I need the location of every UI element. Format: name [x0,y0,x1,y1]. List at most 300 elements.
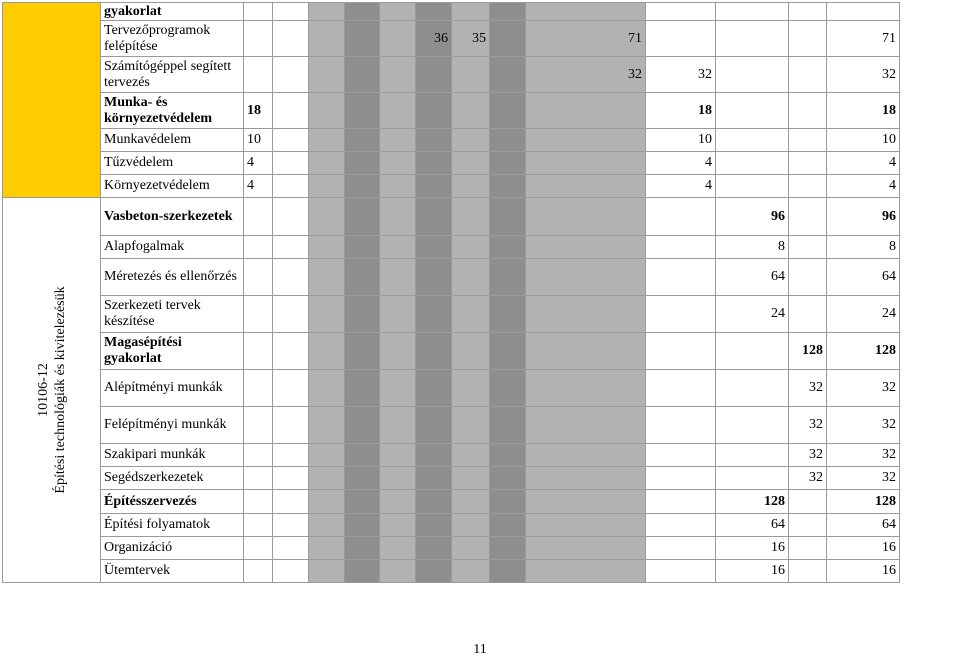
value-cell [526,93,646,129]
value-cell: 4 [827,152,900,175]
value-cell: 10 [646,129,716,152]
value-cell [716,467,789,490]
value-cell [380,259,416,296]
value-cell [273,57,309,93]
value-cell [244,444,273,467]
value-cell [309,296,345,333]
value-cell: 64 [827,514,900,537]
value-cell [273,537,309,560]
value-cell: 4 [646,175,716,198]
value-cell [416,490,452,514]
value-cell [380,537,416,560]
value-cell [646,370,716,407]
value-cell [416,259,452,296]
value-cell: 18 [827,93,900,129]
value-cell [309,129,345,152]
value-cell [526,333,646,370]
value-cell [309,198,345,236]
value-cell [309,175,345,198]
value-cell: 36 [416,21,452,57]
value-cell [452,370,490,407]
value-cell [716,21,789,57]
value-cell [789,57,827,93]
value-cell [526,296,646,333]
value-cell [452,467,490,490]
value-cell [273,21,309,57]
table-row [3,514,900,537]
row-name: Építésszervezés [101,490,244,514]
value-cell [244,57,273,93]
value-cell [716,407,789,444]
value-cell [345,57,380,93]
value-cell [273,152,309,175]
row-name: Számítógéppel segített tervezés [101,57,244,93]
value-cell [526,444,646,467]
value-cell: 18 [646,93,716,129]
value-cell [789,152,827,175]
row-name: Tervezőprogramok felépítése [101,21,244,57]
value-cell [490,3,526,21]
value-cell [452,3,490,21]
table-row [3,560,900,583]
value-cell [716,444,789,467]
value-cell [646,407,716,444]
row-name: Munka- és környezetvédelem [101,93,244,129]
value-cell [416,407,452,444]
value-cell [490,236,526,259]
value-cell [273,259,309,296]
value-cell [345,236,380,259]
value-cell [452,560,490,583]
value-cell [526,560,646,583]
value-cell: 32 [789,444,827,467]
table-row [3,537,900,560]
value-cell: 128 [789,333,827,370]
value-cell [646,296,716,333]
value-cell [416,514,452,537]
value-cell [452,236,490,259]
value-cell [380,93,416,129]
value-cell [244,333,273,370]
value-cell [309,444,345,467]
table-row [3,3,900,21]
value-cell [789,537,827,560]
value-cell [716,370,789,407]
value-cell: 96 [716,198,789,236]
value-cell [526,490,646,514]
value-cell [490,129,526,152]
value-cell [273,407,309,444]
value-cell [526,175,646,198]
value-cell [789,560,827,583]
row-name: Alapfogalmak [101,236,244,259]
value-cell [490,259,526,296]
value-cell: 16 [716,560,789,583]
value-cell [490,467,526,490]
value-cell [490,407,526,444]
value-cell [244,236,273,259]
value-cell [273,175,309,198]
value-cell: 16 [827,560,900,583]
value-cell [345,370,380,407]
value-cell [380,152,416,175]
table-row [3,129,900,152]
value-cell [309,407,345,444]
value-cell [345,407,380,444]
value-cell [789,490,827,514]
row-name: Organizáció [101,537,244,560]
table-row [3,57,900,93]
row-name: Ütemtervek [101,560,244,583]
row-name: Magasépítési gyakorlat [101,333,244,370]
value-cell: 32 [789,407,827,444]
row-name: Szerkezeti tervek készítése [101,296,244,333]
value-cell [646,514,716,537]
row-name: Építési folyamatok [101,514,244,537]
value-cell [345,93,380,129]
value-cell [789,21,827,57]
value-cell [526,198,646,236]
value-cell: 24 [716,296,789,333]
value-cell: 8 [716,236,789,259]
value-cell [244,514,273,537]
value-cell [273,296,309,333]
value-cell [416,152,452,175]
value-cell [244,370,273,407]
value-cell [452,490,490,514]
value-cell [490,21,526,57]
table-row [3,152,900,175]
table-row [3,296,900,333]
value-cell: 10 [244,129,273,152]
value-cell [273,333,309,370]
value-cell: 32 [526,57,646,93]
value-cell [526,537,646,560]
row-name: Méretezés és ellenőrzés [101,259,244,296]
value-cell [345,467,380,490]
value-cell [716,3,789,21]
value-cell [309,3,345,21]
value-cell [380,296,416,333]
value-cell [452,333,490,370]
value-cell [380,514,416,537]
value-cell [452,259,490,296]
value-cell [380,129,416,152]
value-cell [416,3,452,21]
value-cell [490,560,526,583]
value-cell: 96 [827,198,900,236]
value-cell [789,514,827,537]
value-cell [490,57,526,93]
value-cell: 4 [827,175,900,198]
table-row [3,198,900,236]
table-row [3,407,900,444]
value-cell [380,560,416,583]
value-cell [452,175,490,198]
value-cell [309,93,345,129]
value-cell [646,236,716,259]
table-row [3,236,900,259]
value-cell [345,175,380,198]
value-cell [273,444,309,467]
page-number: 11 [473,642,487,657]
value-cell [452,93,490,129]
value-cell [244,3,273,21]
value-cell [716,175,789,198]
value-cell [309,333,345,370]
row-name: Vasbeton-szerkezetek [101,198,244,236]
value-cell [345,129,380,152]
value-cell [490,370,526,407]
value-cell [345,537,380,560]
value-cell [244,296,273,333]
value-cell [380,236,416,259]
value-cell [416,467,452,490]
value-cell [244,259,273,296]
value-cell [716,129,789,152]
value-cell [380,467,416,490]
value-cell [244,198,273,236]
value-cell [380,444,416,467]
value-cell: 64 [716,259,789,296]
value-cell [273,560,309,583]
value-cell [309,490,345,514]
value-cell [345,444,380,467]
yellow-side-cell [3,3,101,198]
value-cell: 64 [827,259,900,296]
value-cell [789,129,827,152]
value-cell [526,370,646,407]
table-row [3,93,900,129]
value-cell: 128 [827,490,900,514]
value-cell [309,236,345,259]
row-name: Szakipari munkák [101,444,244,467]
value-cell: 16 [827,537,900,560]
value-cell [789,93,827,129]
value-cell [345,3,380,21]
value-cell: 32 [827,57,900,93]
value-cell [345,333,380,370]
value-cell [789,198,827,236]
value-cell [380,333,416,370]
value-cell: 64 [716,514,789,537]
value-cell: 71 [827,21,900,57]
value-cell: 10 [827,129,900,152]
value-cell [273,93,309,129]
value-cell [452,129,490,152]
value-cell [526,467,646,490]
value-cell [380,198,416,236]
value-cell: 128 [827,333,900,370]
table-row [3,175,900,198]
value-cell: 32 [827,467,900,490]
value-cell [789,3,827,21]
value-cell [345,490,380,514]
value-cell: 32 [789,370,827,407]
table-row [3,490,900,514]
value-cell [646,467,716,490]
curriculum-table [2,2,900,583]
value-cell [646,444,716,467]
value-cell: 24 [827,296,900,333]
value-cell [244,407,273,444]
value-cell [345,152,380,175]
value-cell [526,3,646,21]
value-cell [244,537,273,560]
value-cell [490,444,526,467]
value-cell [646,198,716,236]
module-title: Építési technológiák és kivitelezésük [52,286,68,494]
row-name: Felépítményi munkák [101,407,244,444]
value-cell [309,467,345,490]
value-cell [789,175,827,198]
value-cell [452,198,490,236]
value-cell [452,407,490,444]
value-cell [452,514,490,537]
value-cell [452,296,490,333]
value-cell [646,259,716,296]
value-cell [416,370,452,407]
value-cell [646,21,716,57]
value-cell [646,333,716,370]
value-cell: 32 [827,444,900,467]
module-code: 10106-12 [35,363,51,417]
value-cell [345,296,380,333]
value-cell [416,198,452,236]
value-cell [452,57,490,93]
value-cell [416,175,452,198]
value-cell [345,514,380,537]
value-cell: 32 [827,370,900,407]
value-cell [490,514,526,537]
value-cell [490,175,526,198]
value-cell [526,152,646,175]
value-cell [490,198,526,236]
value-cell [490,490,526,514]
value-cell [309,537,345,560]
value-cell [526,407,646,444]
value-cell [309,370,345,407]
value-cell [273,198,309,236]
value-cell [416,57,452,93]
value-cell [490,296,526,333]
value-cell [716,57,789,93]
table-row [3,444,900,467]
value-cell [244,490,273,514]
value-cell [309,21,345,57]
value-cell [273,467,309,490]
value-cell [244,560,273,583]
value-cell: 18 [244,93,273,129]
value-cell [416,560,452,583]
value-cell [646,560,716,583]
value-cell [273,129,309,152]
value-cell [490,93,526,129]
value-cell [309,57,345,93]
value-cell: 32 [646,57,716,93]
value-cell: 32 [789,467,827,490]
value-cell: 4 [244,152,273,175]
value-cell [273,3,309,21]
value-cell [789,259,827,296]
value-cell [273,370,309,407]
value-cell [526,236,646,259]
value-cell [416,93,452,129]
value-cell [309,259,345,296]
value-cell: 4 [244,175,273,198]
value-cell [416,333,452,370]
value-cell [273,490,309,514]
row-name: Tűzvédelem [101,152,244,175]
value-cell [380,490,416,514]
value-cell [273,236,309,259]
value-cell [345,198,380,236]
value-cell [716,152,789,175]
value-cell: 8 [827,236,900,259]
value-cell [646,490,716,514]
value-cell [416,537,452,560]
value-cell [273,514,309,537]
value-cell [526,129,646,152]
value-cell [646,537,716,560]
row-name: Munkavédelem [101,129,244,152]
value-cell [827,3,900,21]
value-cell [490,152,526,175]
value-cell [345,259,380,296]
value-cell [452,537,490,560]
value-cell [716,93,789,129]
value-cell: 4 [646,152,716,175]
table-row [3,370,900,407]
table-row [3,467,900,490]
value-cell [789,296,827,333]
table-row [3,333,900,370]
table-row [3,259,900,296]
value-cell [416,236,452,259]
value-cell: 35 [452,21,490,57]
value-cell [345,560,380,583]
value-cell [309,514,345,537]
module-side-label [3,198,101,583]
value-cell [526,259,646,296]
value-cell [416,444,452,467]
value-cell [416,296,452,333]
row-name: Környezetvédelem [101,175,244,198]
value-cell [380,370,416,407]
value-cell [380,3,416,21]
value-cell [380,407,416,444]
value-cell [244,21,273,57]
value-cell [380,21,416,57]
value-cell [490,537,526,560]
value-cell [452,152,490,175]
value-cell [345,21,380,57]
value-cell [416,129,452,152]
value-cell: 16 [716,537,789,560]
value-cell [244,467,273,490]
row-name: Segédszerkezetek [101,467,244,490]
value-cell: 128 [716,490,789,514]
value-cell [380,57,416,93]
value-cell [380,175,416,198]
value-cell [452,444,490,467]
value-cell [716,333,789,370]
row-name: Alépítményi munkák [101,370,244,407]
value-cell [309,560,345,583]
value-cell [526,514,646,537]
value-cell: 32 [827,407,900,444]
value-cell [309,152,345,175]
